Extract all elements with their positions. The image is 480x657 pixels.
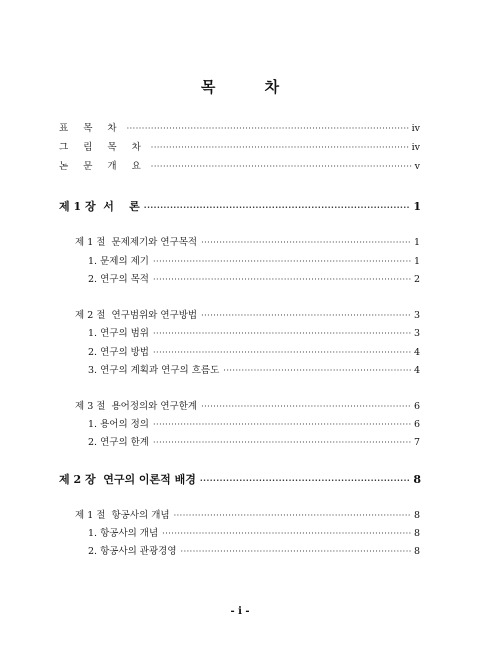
toc-entry-list-of-figures[interactable] bbox=[59, 142, 420, 154]
toc-item-label: 2. 연구의 목적 bbox=[88, 274, 149, 285]
toc-item-label: 1. 항공사의 개념 bbox=[88, 528, 159, 539]
toc-item[interactable] bbox=[88, 437, 420, 449]
toc-item-label: 2. 항공사의 관광경영 bbox=[88, 546, 177, 557]
leader-dots bbox=[153, 256, 411, 268]
toc-item-page: 6 bbox=[413, 419, 420, 430]
page-number: - i - bbox=[230, 606, 250, 617]
toc-item-page: 8 bbox=[413, 528, 420, 539]
toc-entry-list-of-tables[interactable] bbox=[59, 123, 420, 135]
toc-section-label: 제 3 절 용어정의와 연구한계 bbox=[75, 401, 198, 412]
leader-dots bbox=[127, 123, 409, 135]
leader-dots bbox=[153, 437, 411, 449]
toc-item[interactable] bbox=[88, 528, 420, 540]
toc-item-page: 8 bbox=[413, 546, 420, 557]
toc-item[interactable] bbox=[88, 546, 420, 558]
toc-item-label: 1. 연구의 범위 bbox=[88, 328, 149, 339]
toc-entry-page: iv bbox=[411, 123, 420, 134]
toc-section-label: 제 1 절 문제제기와 연구목적 bbox=[75, 237, 198, 248]
toc-section-1-2[interactable] bbox=[75, 310, 420, 322]
toc-item-label: 1. 문제의 제기 bbox=[88, 256, 149, 267]
toc-chapter-2[interactable] bbox=[59, 473, 421, 487]
leader-dots bbox=[223, 365, 411, 377]
toc-item-label: 3. 연구의 계획과 연구의 흐름도 bbox=[88, 365, 220, 376]
toc-item[interactable] bbox=[88, 347, 420, 359]
toc-entry-label: 표 목 차 bbox=[59, 123, 123, 134]
toc-chapter-page: 1 bbox=[413, 200, 421, 213]
toc-chapter-label: 제 2 장 연구의 이론적 배경 bbox=[59, 473, 196, 486]
toc-item-label: 2. 연구의 한계 bbox=[88, 437, 149, 448]
toc-item-page: 2 bbox=[413, 274, 420, 285]
toc-item-page: 4 bbox=[413, 365, 420, 376]
toc-item-page: 3 bbox=[413, 328, 420, 339]
toc-entry-label: 그 림 목 차 bbox=[59, 142, 147, 153]
leader-dots bbox=[162, 528, 411, 540]
toc-chapter-page: 8 bbox=[413, 473, 421, 486]
toc-chapter-1[interactable] bbox=[59, 200, 421, 214]
leader-dots bbox=[153, 274, 411, 286]
leader-dots bbox=[151, 161, 412, 173]
leader-dots bbox=[200, 473, 410, 487]
leader-dots bbox=[181, 546, 411, 558]
toc-item-page: 1 bbox=[413, 256, 420, 267]
toc-item[interactable] bbox=[88, 274, 420, 286]
toc-section-label: 제 2 절 연구범위와 연구방법 bbox=[75, 310, 198, 321]
toc-item[interactable] bbox=[88, 328, 420, 340]
leader-dots bbox=[144, 200, 411, 214]
toc-section-1-3[interactable] bbox=[75, 401, 420, 413]
toc-item-page: 7 bbox=[413, 437, 420, 448]
toc-item[interactable] bbox=[88, 419, 420, 431]
leader-dots bbox=[201, 310, 411, 322]
toc-section-1-1[interactable] bbox=[75, 237, 420, 249]
toc-item-page: 4 bbox=[413, 347, 420, 358]
leader-dots bbox=[153, 328, 411, 340]
toc-entry-page: iv bbox=[411, 142, 420, 153]
leader-dots bbox=[153, 419, 411, 431]
toc-section-page: 8 bbox=[413, 510, 420, 521]
toc-section-page: 3 bbox=[413, 310, 420, 321]
toc-item[interactable] bbox=[88, 256, 420, 268]
page-title: 목 차 bbox=[200, 78, 302, 96]
toc-entry-abstract[interactable] bbox=[59, 161, 420, 173]
leader-dots bbox=[174, 510, 411, 522]
toc-section-page: 1 bbox=[413, 237, 420, 248]
leader-dots bbox=[201, 237, 411, 249]
toc-item[interactable] bbox=[88, 365, 420, 377]
toc-chapter-label: 제 1 장 서 론 bbox=[59, 200, 140, 213]
toc-section-label: 제 1 절 항공사의 개념 bbox=[75, 510, 170, 521]
leader-dots bbox=[151, 142, 409, 154]
toc-item-label: 2. 연구의 방법 bbox=[88, 347, 149, 358]
toc-entry-page: v bbox=[414, 161, 420, 172]
toc-section-page: 6 bbox=[413, 401, 420, 412]
leader-dots bbox=[153, 347, 411, 359]
leader-dots bbox=[201, 401, 411, 413]
toc-entry-label: 논 문 개 요 bbox=[59, 161, 147, 172]
toc-section-2-1[interactable] bbox=[75, 510, 420, 522]
toc-item-label: 1. 용어의 정의 bbox=[88, 419, 149, 430]
